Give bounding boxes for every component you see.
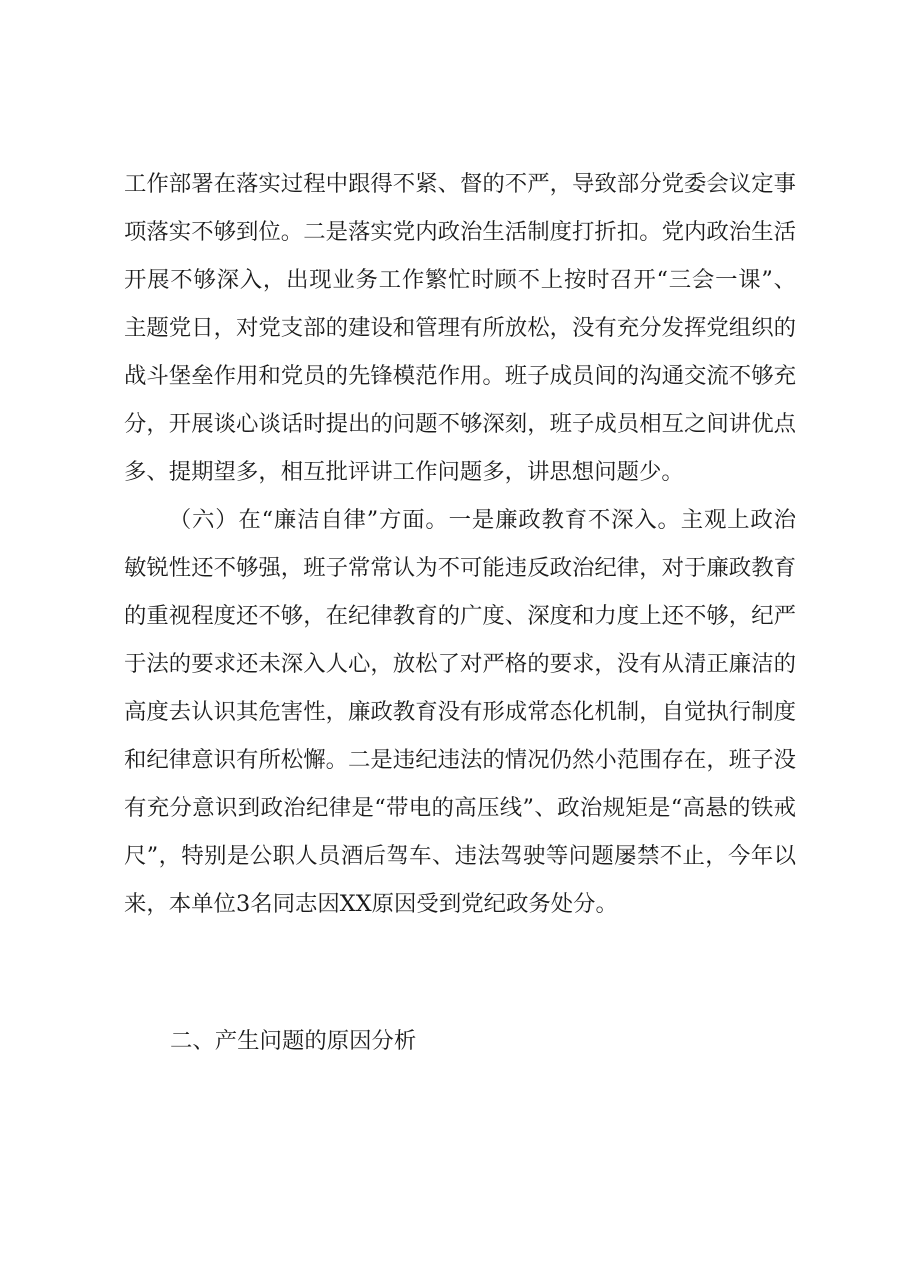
paragraph-continuation: 工作部署在落实过程中跟得不紧、督的不严，导致部分党委会议定事项落实不够到位。二是落实党内政治生活制度打折扣。党内政治生活开展不够深入，出现业务工作繁忙时顾不上按时召开“三会一课”、主题党日，对党支部的建设和管理有所放松，没有充分发挥党组织的战斗堡垒作用和党员的先锋模范作用。班子成员间的沟通交流不够充分，开展谈心谈话时提出的问题不够深刻，班子成员相互之间讲优点多、提期望多，相互批评讲工作问题多，讲思想问题少。 — [124, 171, 796, 485]
section-heading: 二、产生问题的原因分析 — [170, 1028, 417, 1054]
document-body — [124, 160, 796, 928]
paragraph-integrity-section: （六）在“廉洁自律”方面。一是廉政教育不深入。主观上政治敏锐性还不够强，班子常常认为不可能违反政治纪律，对于廉政教育的重视程度还不够，在纪律教育的广度、深度和力度上还不够，纪严于法的要求还未深入人心，放松了对严格的要求，没有从清正廉洁的高度去认识其危害性，廉政教育没有形成常态化机制，自觉执行制度和纪律意识有所松懈。二是违纪违法的情况仍然小范围存在，班子没有充分意识到政治纪律是“带电的高压线”、政治规矩是“高悬的铁戒尺”，特别是公职人员酒后驾车、违法驾驶等问题屡禁不止，今年以来，本单位3名同志因XX原因受到党纪政务处分。 — [124, 507, 796, 917]
